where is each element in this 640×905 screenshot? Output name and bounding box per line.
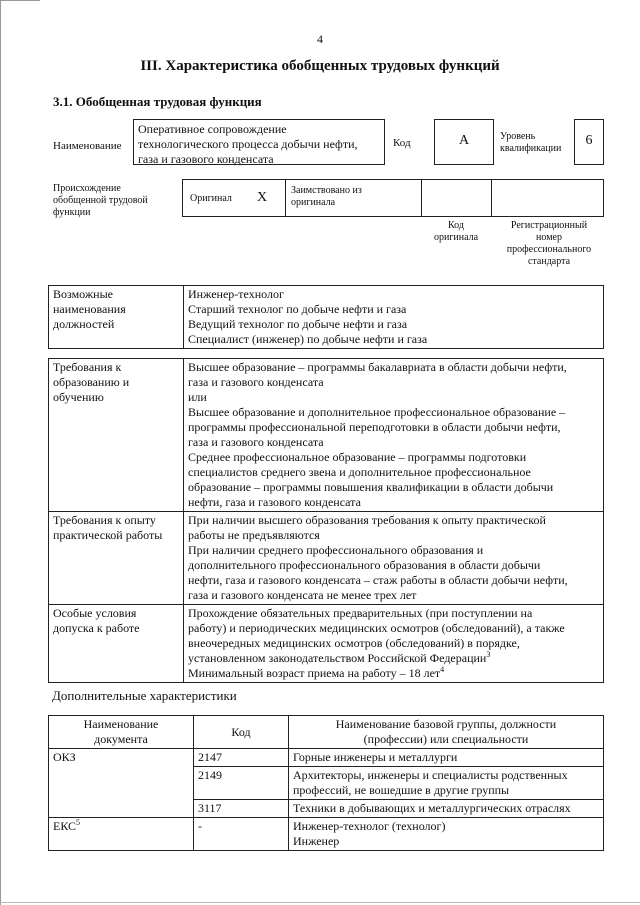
requirement-label-line: Особые условия xyxy=(53,606,137,620)
requirements-table xyxy=(48,358,604,683)
positions-label-line: должностей xyxy=(53,317,115,331)
text-line-content: установленном законодательством Российской Федерации xyxy=(188,651,487,665)
text-line: или xyxy=(188,390,207,404)
header-doc-line: Наименование xyxy=(83,717,159,731)
text-line: нефти, газа и газового конденсата xyxy=(188,495,361,509)
code-value-box xyxy=(434,119,494,165)
positions-table xyxy=(48,285,604,349)
level-value-box xyxy=(574,119,604,165)
text-line: работу) и периодических медицинских осмотров (обследований), а также xyxy=(188,621,565,635)
text-line: программы профессиональной переподготовки в области добычи нефти, xyxy=(188,420,561,434)
header-code: Код xyxy=(231,724,251,739)
level-label-line: Уровень xyxy=(500,131,536,142)
code-value: А xyxy=(458,133,470,148)
requirement-label-cell xyxy=(49,512,184,605)
table-row xyxy=(49,512,604,605)
borrowed-label-line: Заимствовано из xyxy=(291,185,362,196)
name-value-line: Оперативное сопровождение xyxy=(138,122,287,136)
requirement-label-line: Требования к опыту xyxy=(53,513,156,527)
text-line xyxy=(188,666,599,681)
header-code-cell xyxy=(194,716,289,749)
origin-label-line: функции xyxy=(53,207,91,218)
doc-cell xyxy=(49,749,194,818)
list-item: Ведущий технолог по добыче нефти и газа xyxy=(188,317,408,331)
level-value: 6 xyxy=(585,133,593,148)
scan-mark-left xyxy=(0,0,1,905)
positions-label-line: Возможные xyxy=(53,287,113,301)
name-cell xyxy=(289,800,604,818)
requirement-label-cell xyxy=(49,605,184,683)
doc-value: ЕКС xyxy=(53,819,77,833)
positions-label-line: наименования xyxy=(53,302,126,316)
caption-line: Регистрационный xyxy=(510,220,588,231)
origin-divider-1 xyxy=(285,179,286,217)
origin-divider-3 xyxy=(491,179,492,217)
caption-line: оригинала xyxy=(433,232,479,243)
text-line: При наличии высшего образования требования к опыту практической xyxy=(188,513,546,527)
original-mark: Х xyxy=(257,190,268,205)
caption-line: профессионального xyxy=(506,244,592,255)
list-item: Инженер-технолог xyxy=(188,287,284,301)
code-label: Код xyxy=(393,137,411,149)
text-line: Высшее образование и дополнительное профессиональное образование – xyxy=(188,405,566,419)
name-cell xyxy=(289,749,604,767)
borrowed-label-line: оригинала xyxy=(291,197,336,208)
code-value: 2149 xyxy=(198,768,222,782)
additional-title: Дополнительные характеристики xyxy=(52,688,237,703)
origin-divider-2 xyxy=(421,179,422,217)
text-line: Прохождение обязательных предварительных (при поступлении на xyxy=(188,606,533,620)
code-value: 2147 xyxy=(198,750,222,764)
header-doc-line: документа xyxy=(94,732,148,746)
name-line: Техники в добывающих и металлургических отраслях xyxy=(293,801,571,815)
text-line: Среднее профессиональное образование – программы подготовки xyxy=(188,450,527,464)
text-line: образование – программы повышения квалификации в области добычи xyxy=(188,480,554,494)
header-doc-cell xyxy=(49,716,194,749)
caption-line: Код xyxy=(448,220,464,231)
requirement-label-line: допуска к работе xyxy=(53,621,140,635)
scan-mark-top xyxy=(0,0,40,1)
footnote-mark: 3 xyxy=(486,650,491,659)
requirement-text-cell xyxy=(184,605,604,683)
code-cell xyxy=(194,749,289,767)
text-line: газа и газового конденсата не менее трех лет xyxy=(188,588,417,602)
origin-table xyxy=(182,179,604,217)
name-cell xyxy=(289,767,604,800)
caption-line: стандарта xyxy=(527,256,571,267)
requirement-text-cell xyxy=(184,512,604,605)
code-cell xyxy=(194,767,289,800)
header-name-line: Наименование базовой группы, должности xyxy=(335,717,557,731)
name-line: Архитекторы, инженеры и специалисты родственных xyxy=(293,768,568,782)
code-cell xyxy=(194,800,289,818)
name-value-box xyxy=(133,119,385,165)
text-line xyxy=(188,651,599,666)
footnote-mark: 5 xyxy=(76,818,81,827)
requirement-label-line: практической работы xyxy=(53,528,163,542)
name-line: Горные инженеры и металлурги xyxy=(293,750,458,764)
section-title: III. Характеристика обобщенных трудовых функций xyxy=(140,58,500,74)
original-label: Оригинал xyxy=(190,193,232,204)
level-label-line: квалификации xyxy=(500,143,562,154)
text-line: работы не предъявляются xyxy=(188,528,320,542)
code-value: - xyxy=(198,819,202,833)
borrowed-label xyxy=(291,185,362,209)
text-line: газа и газового конденсата xyxy=(188,375,324,389)
level-label xyxy=(500,131,561,155)
text-line: нефти, газа и газового конденсата – стаж работы в области добычи нефти, xyxy=(188,573,568,587)
requirement-label-cell xyxy=(49,359,184,512)
requirement-label-line: образованию и xyxy=(53,375,130,389)
requirement-label-line: обучению xyxy=(53,390,104,404)
positions-list-cell xyxy=(184,286,604,349)
name-cell xyxy=(289,818,604,851)
text-line-content: Минимальный возраст приема на работу – 18 лет xyxy=(188,666,441,680)
reg-number-caption xyxy=(494,220,604,268)
requirement-text-cell xyxy=(184,359,604,512)
footnote-mark: 4 xyxy=(440,665,445,674)
table-row xyxy=(49,716,604,749)
table-row xyxy=(49,749,604,767)
code-value: 3117 xyxy=(198,801,222,815)
code-original-caption xyxy=(424,220,488,244)
text-line: газа и газового конденсата xyxy=(188,435,324,449)
name-line: профессий, не вошедшие в другие группы xyxy=(293,783,510,797)
scan-mark-bottom xyxy=(0,902,640,903)
table-row xyxy=(49,359,604,512)
name-line: Инженер xyxy=(293,834,340,848)
text-line: специалистов среднего звена и дополнительное профессиональное xyxy=(188,465,531,479)
code-cell xyxy=(194,818,289,851)
name-value-line: технологического процесса добычи нефти, xyxy=(138,137,358,151)
doc-value: ОКЗ xyxy=(53,750,76,764)
origin-label-line: обобщенной трудовой xyxy=(53,195,148,206)
list-item: Старший технолог по добыче нефти и газа xyxy=(188,302,407,316)
text-line: При наличии среднего профессионального образования и xyxy=(188,543,484,557)
name-line: Инженер-технолог (технолог) xyxy=(293,819,446,833)
additional-table xyxy=(48,715,604,851)
text-line: дополнительного профессионального образования в области добычи xyxy=(188,558,541,572)
subsection-title: 3.1. Обобщенная трудовая функция xyxy=(53,94,262,109)
text-line: внеочередных медицинских осмотров (обследований) в порядке, xyxy=(188,636,520,650)
positions-label-cell xyxy=(49,286,184,349)
origin-label-line: Происхождение xyxy=(53,183,121,194)
name-label: Наименование xyxy=(53,140,122,152)
header-name-cell xyxy=(289,716,604,749)
list-item: Специалист (инженер) по добыче нефти и газа xyxy=(188,332,428,346)
name-value-line: газа и газового конденсата xyxy=(138,152,274,166)
doc-cell xyxy=(49,818,194,851)
table-row xyxy=(49,818,604,851)
header-name-line: (профессии) или специальности xyxy=(363,732,529,746)
origin-label xyxy=(53,183,148,219)
table-row xyxy=(49,286,604,349)
page-number: 4 xyxy=(317,32,323,46)
table-row xyxy=(49,605,604,683)
requirement-label-line: Требования к xyxy=(53,360,122,374)
text-line: Высшее образование – программы бакалавриата в области добычи нефти, xyxy=(188,360,567,374)
caption-line: номер xyxy=(536,232,562,243)
